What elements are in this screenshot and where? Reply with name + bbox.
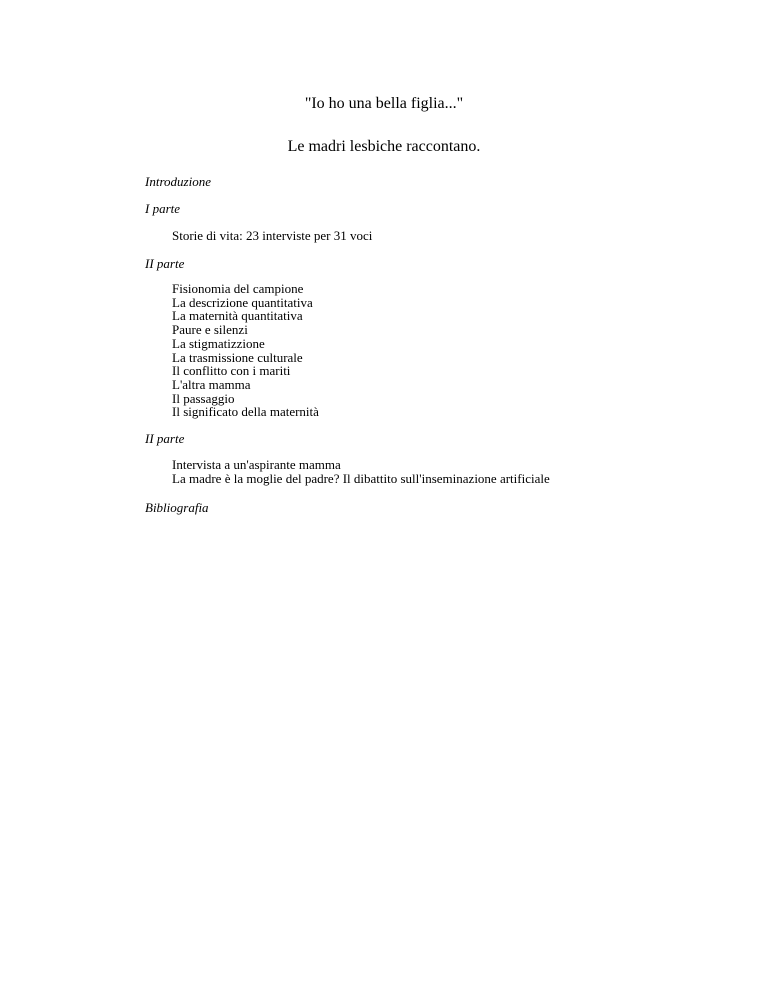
list-item: Il passaggio (172, 390, 235, 406)
list-item: La maternità quantitativa (172, 308, 303, 324)
section-heading-ii-parte: II parte (145, 256, 185, 271)
list-item: Fisionomia del campione (172, 281, 304, 296)
section-heading-i-parte: I parte (145, 201, 181, 216)
document-subtitle: Le madri lesbiche raccontano. (287, 138, 481, 155)
section-list-ii-parte (172, 282, 319, 419)
section-heading-bibliografia: Bibliografia (145, 500, 209, 515)
list-item: La madre è la moglie del padre? Il dibattito sull'inseminazione artificiale (172, 470, 550, 486)
list-item: Storie di vita: 23 interviste per 31 voci (172, 228, 373, 243)
list-item: La stigmatizzione (172, 335, 265, 351)
list-item: La trasmissione culturale (172, 349, 303, 365)
section-list-i-parte (172, 229, 372, 243)
list-item: La descrizione quantitativa (172, 294, 313, 310)
section-list-ii-parte-second (172, 458, 550, 485)
list-item: Intervista a un'aspirante mamma (172, 457, 341, 472)
document-title: "Io ho una bella figlia..." (304, 95, 464, 112)
list-item: Il significato della maternità (172, 404, 319, 420)
list-item: Il conflitto con i mariti (172, 363, 291, 379)
list-item: Paure e silenzi (172, 322, 248, 338)
list-item: L'altra mamma (172, 376, 251, 392)
section-heading-ii-parte-second: II parte (145, 431, 185, 446)
section-heading-introduzione: Introduzione (145, 174, 211, 189)
